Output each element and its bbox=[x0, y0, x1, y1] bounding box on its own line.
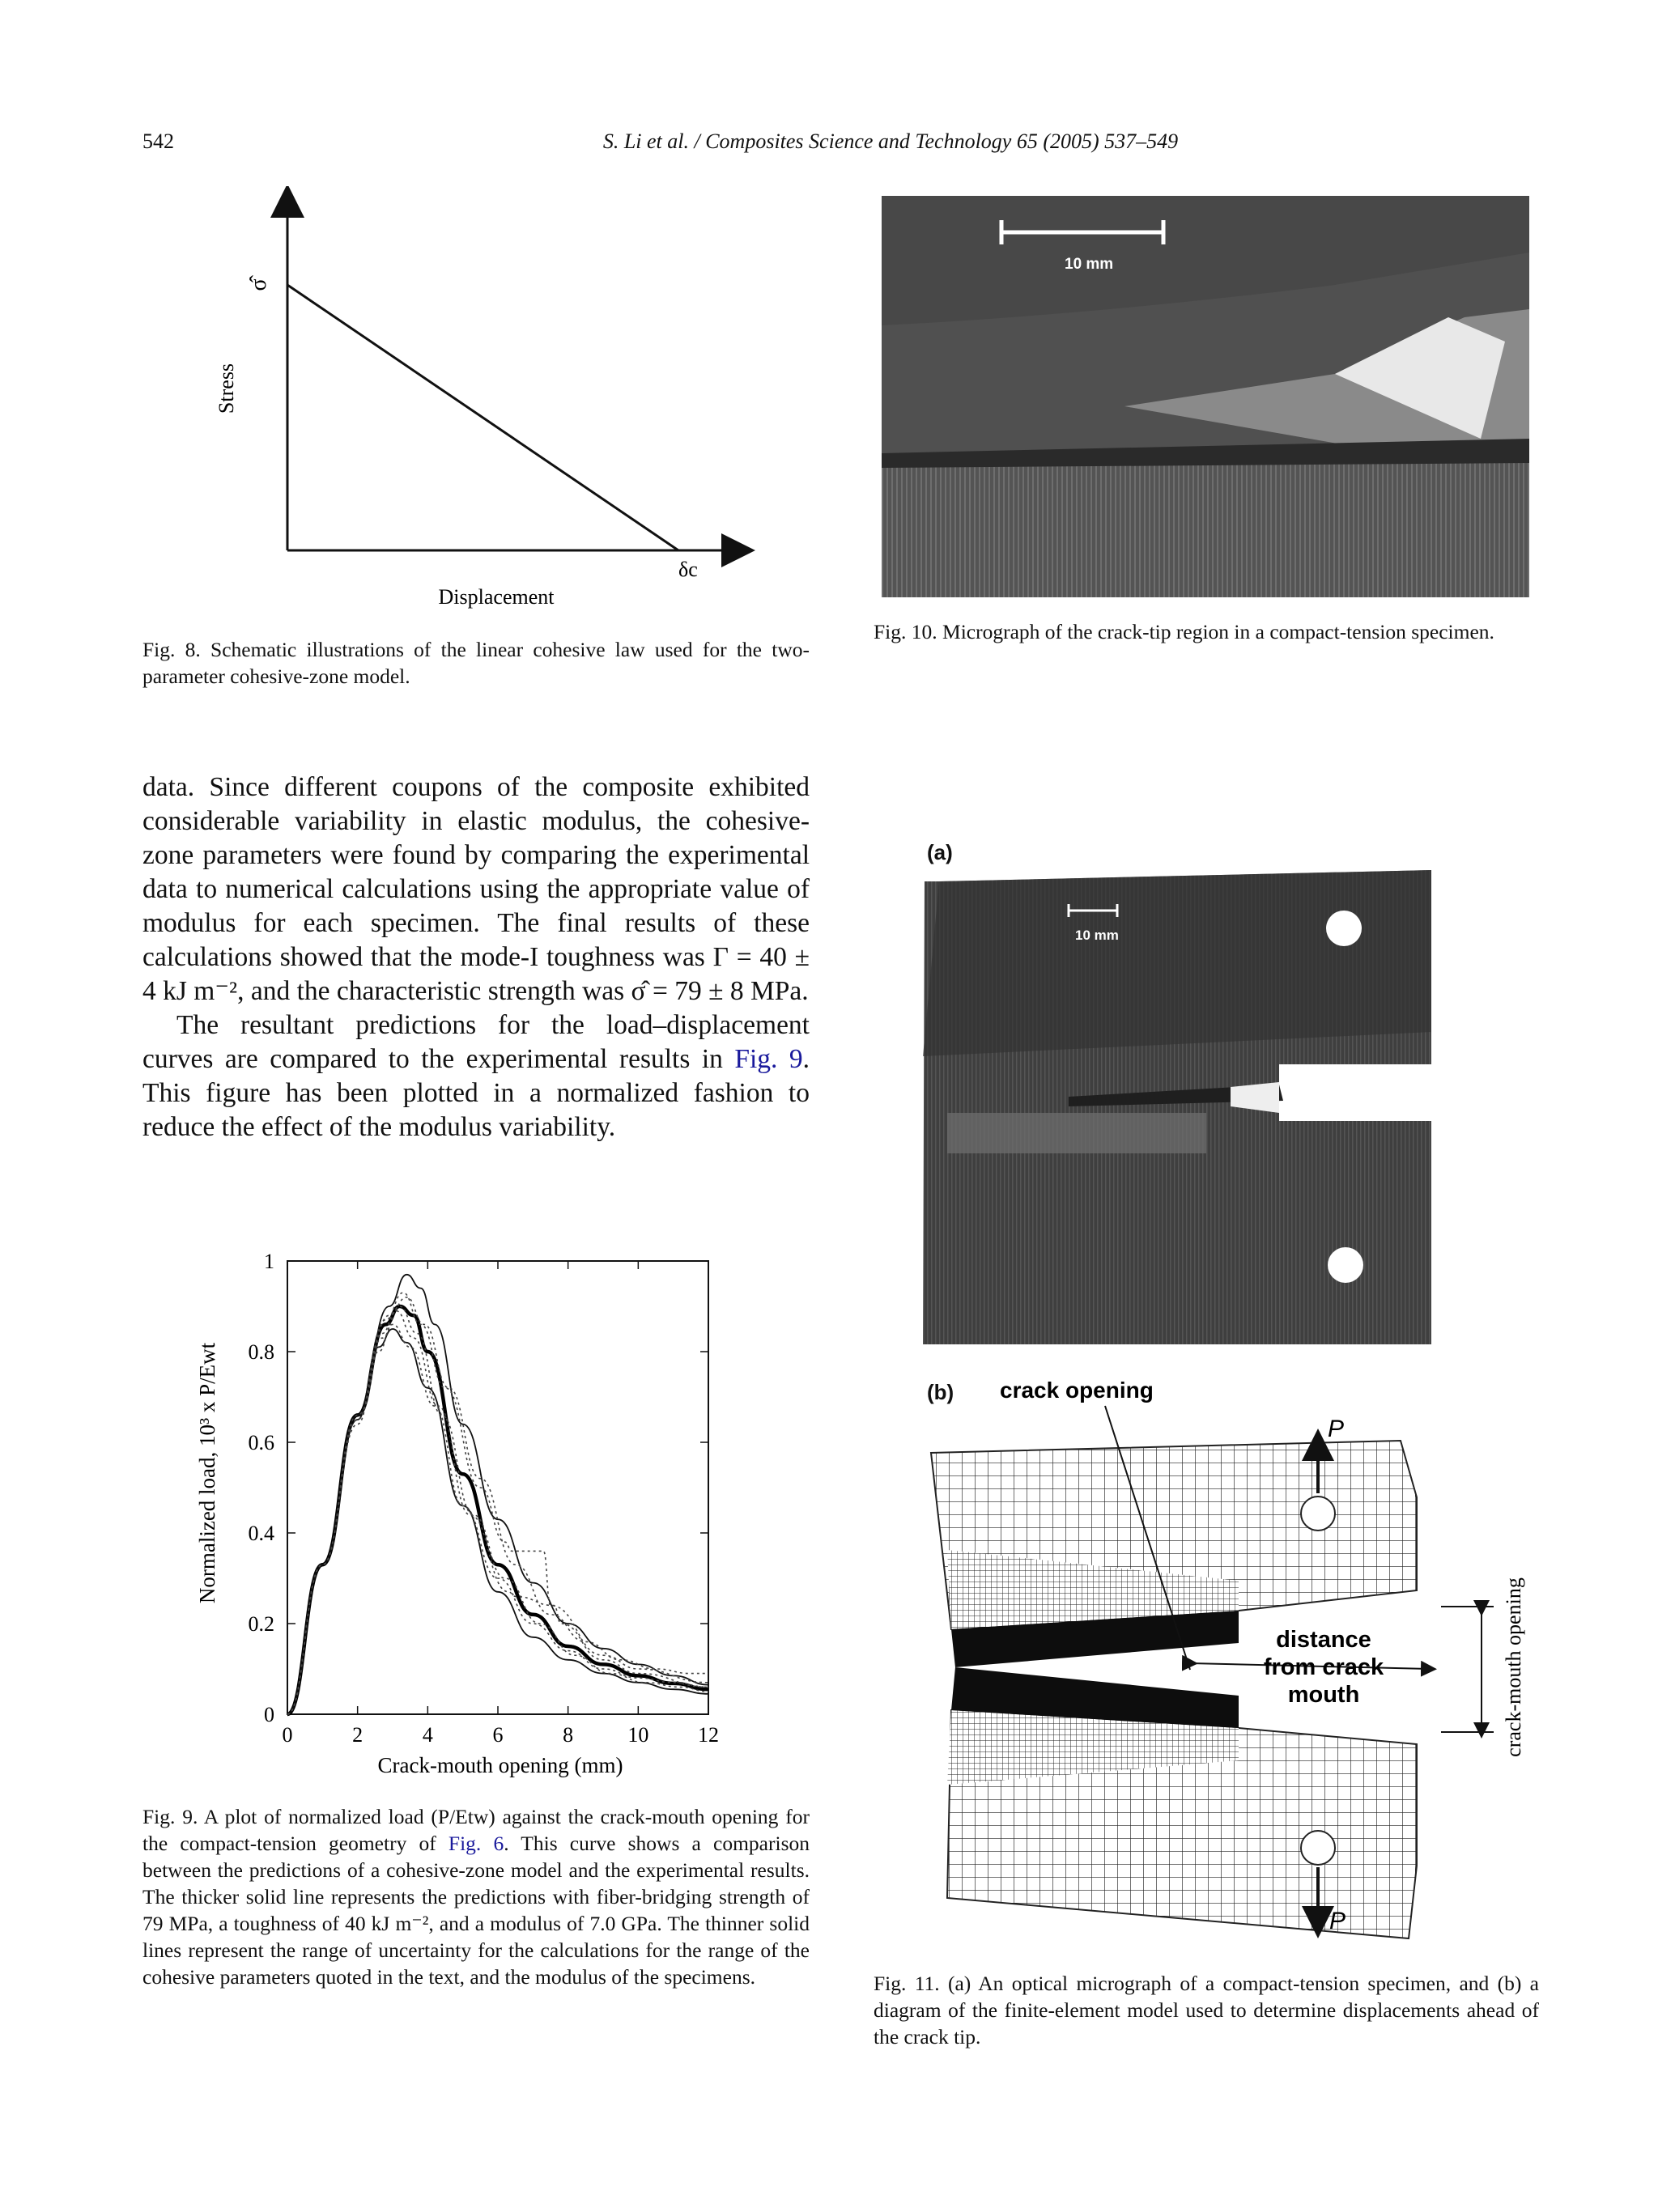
body-paragraph-2-text-end: . This figure has been plotted in a normalized fashion to reduce the effect of the modulus variability. bbox=[142, 1044, 810, 1142]
fig9-caption bbox=[142, 1803, 810, 1990]
fig9-series-dotted-4 bbox=[287, 1311, 708, 1714]
fig9-y-tick-label: 0 bbox=[264, 1703, 274, 1726]
fig9-x-axis-label: Crack-mouth opening (mm) bbox=[377, 1753, 623, 1777]
fig9-x-tick-label: 6 bbox=[492, 1723, 504, 1747]
fig8-caption: Fig. 8. Schematic illustrations of the linear cohesive law used for the two-parameter cohesive-zone model. bbox=[142, 638, 810, 688]
fig11a-specimen-micrograph bbox=[923, 870, 1431, 1344]
fig9-x-tick-label: 10 bbox=[627, 1723, 649, 1747]
body-paragraph-2 bbox=[142, 1008, 810, 1144]
fig11-panel-a-label: (a) bbox=[927, 840, 953, 864]
fig9-series-dotted-6 bbox=[287, 1297, 708, 1714]
fig9-load-displacement-chart bbox=[186, 1238, 785, 1789]
fig11b-finite-element-mesh bbox=[923, 1372, 1538, 1963]
fig11b-load-p-lower: P bbox=[1329, 1908, 1346, 1934]
fig8-cohesive-law-diagram bbox=[194, 186, 761, 623]
fig9-plot-area bbox=[249, 1250, 720, 1747]
fig9-y-tick-label: 0.6 bbox=[248, 1431, 274, 1454]
fig10-scale-label: 10 mm bbox=[1065, 256, 1114, 273]
fig9-series-thin-solid-2 bbox=[287, 1329, 708, 1714]
fig11b-lower-pin-hole bbox=[1301, 1831, 1335, 1865]
fig11-caption: Fig. 11. (a) An optical micrograph of a compact-tension specimen, and (b) a diagram of the finite-element model used to determine displacements ahead of the crack tip. bbox=[874, 1972, 1539, 2049]
fig9-x-tick-label: 2 bbox=[352, 1723, 363, 1747]
fig6-reference-link[interactable]: Fig. 6 bbox=[448, 1832, 504, 1855]
fig11b-load-p-upper: P bbox=[1328, 1416, 1345, 1442]
fig9-x-tick-label: 4 bbox=[422, 1723, 433, 1747]
body-paragraph-1: data. Since different coupons of the composite exhibited considerable variability in elastic modulus, the cohesive-zone parameters were found by comparing the experimental data to numerical calculations using the appropriate value of modulus for each specimen. The final results of these calculations showed that the mode-I toughness was Γ = 40 ± 4 kJ m⁻², and the characteristic strength was σ̂ = 79 ± 8 MPa. bbox=[142, 772, 810, 1006]
fig9-series-dotted-3 bbox=[287, 1293, 708, 1714]
fig9-x-tick-label: 8 bbox=[563, 1723, 574, 1747]
fig9-caption-text-end: . This curve shows a comparison between the predictions of a cohesive-zone model and the experimental results. The thicker solid line represents the predictions with fiber-bridging strength of 79 MPa, a toughness of 40 kJ m⁻², and a modulus of 7.0 GPa. The thinner solid lines represent the range of uncertainty for the calculations for the range of the cohesive parameters quoted in the text, and the modulus of the specimens. bbox=[142, 1832, 810, 1989]
body-paragraph-2-text: The resultant predictions for the load–displacement curves are compared to the experimental results in bbox=[142, 1010, 810, 1074]
fig11b-cmo-label: crack-mouth opening bbox=[1502, 1577, 1525, 1757]
body-text bbox=[142, 771, 810, 1144]
fig9-series-thin-solid-1 bbox=[287, 1275, 708, 1714]
fig11a-scale-label: 10 mm bbox=[1075, 928, 1119, 943]
fig11b-distance-label-2: from crack bbox=[1263, 1654, 1384, 1680]
fig9-x-tick-label: 12 bbox=[698, 1723, 719, 1747]
fig9-series-thick-solid-0 bbox=[287, 1306, 708, 1714]
fig9-x-tick-label: 0 bbox=[282, 1723, 293, 1747]
fig8-x-axis-label: Displacement bbox=[438, 585, 555, 609]
fig11b-crack-opening-label: crack opening bbox=[1000, 1378, 1154, 1403]
fig8-delta-c-label: δc bbox=[678, 558, 698, 581]
fig8-linear-softening-line bbox=[287, 285, 678, 550]
fig9-series-dotted-7 bbox=[287, 1306, 708, 1714]
fig8-y-axis-label: Stress bbox=[215, 363, 238, 414]
fig9-y-tick-label: 0.8 bbox=[248, 1340, 274, 1364]
fig9-y-tick-label: 0.2 bbox=[248, 1612, 274, 1636]
fig8-sigma-hat-label: σ̂ bbox=[246, 278, 271, 291]
fig9-caption-text: Fig. 9. A plot of normalized load (P/Etw) against the crack-mouth opening for the compact-tension geometry of bbox=[142, 1805, 810, 1855]
page-number: 542 bbox=[142, 129, 174, 153]
fig11b-distance-label-3: mouth bbox=[1287, 1682, 1360, 1708]
fig11b-upper-pin-hole bbox=[1301, 1497, 1335, 1531]
fig9-y-tick-label: 0.4 bbox=[248, 1522, 274, 1545]
fig10-micrograph bbox=[882, 196, 1529, 597]
fig11-panel-b-label: (b) bbox=[927, 1380, 954, 1404]
fig9-y-tick-label: 1 bbox=[264, 1250, 274, 1273]
fig10-caption: Fig. 10. Micrograph of the crack-tip region in a compact-tension specimen. bbox=[874, 620, 1494, 643]
fig11b-distance-label-1: distance bbox=[1276, 1627, 1371, 1653]
fig9-reference-link[interactable]: Fig. 9 bbox=[734, 1044, 803, 1074]
fig9-plot-frame bbox=[287, 1261, 708, 1714]
running-title: S. Li et al. / Composites Science and Technology 65 (2005) 537–549 bbox=[602, 129, 1179, 153]
fig9-y-axis-label: Normalized load, 10³ x P/Ewt bbox=[195, 1342, 219, 1604]
